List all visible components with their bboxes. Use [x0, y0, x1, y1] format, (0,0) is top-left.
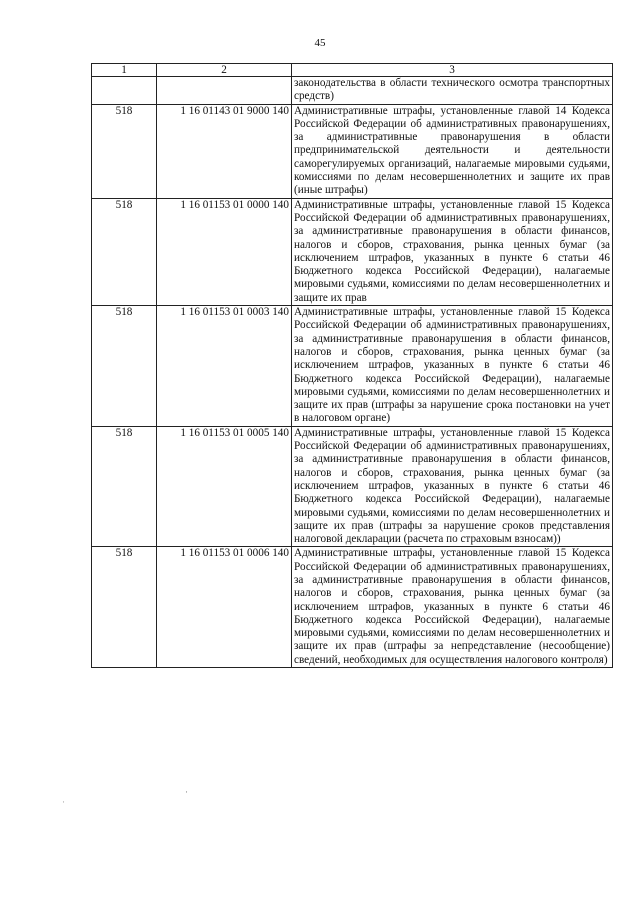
chapter-code: 518 — [92, 104, 157, 198]
budget-codes-table — [91, 63, 613, 668]
scan-speck: · — [62, 797, 65, 807]
revenue-name: Административные штрафы, установленные главой 15 Кодекса Российской Федерации об административных правонарушениях, за административные правонарушения в области финансов, налогов и сборов, страхования, рынка ценных бумаг (за исключением штрафов, указанных в пункте 6 статьи 46 Бюджетного кодекса Российской Федерации), налагаемые мировыми судьями, комиссиями по делам несовершеннолетних и защите их прав — [292, 198, 613, 305]
chapter-code: 518 — [92, 547, 157, 668]
continuation-cell-1 — [92, 77, 157, 105]
table-row — [92, 426, 613, 547]
header-row — [92, 64, 613, 77]
continuation-cell-2 — [157, 77, 292, 105]
table-row — [92, 104, 613, 198]
kbk-code: 1 16 01143 01 9000 140 — [157, 104, 292, 198]
header-col-1: 1 — [92, 64, 157, 77]
page-number: 45 — [314, 37, 326, 49]
kbk-code: 1 16 01153 01 0006 140 — [157, 547, 292, 668]
continuation-row — [92, 77, 613, 105]
header-col-3: 3 — [292, 64, 613, 77]
revenue-name: Административные штрафы, установленные главой 15 Кодекса Российской Федерации об административных правонарушениях, за административные правонарушения в области финансов, налогов и сборов, страхования, рынка ценных бумаг (за исключением штрафов, указанных в пункте 6 статьи 46 Бюджетного кодекса Российской Федерации), налагаемые мировыми судьями, комиссиями по делам несовершеннолетних и защите их прав (штрафы за непредставление (несообщение) сведений, необходимых для осуществления налогового контроля) — [292, 547, 613, 668]
table-row — [92, 306, 613, 427]
chapter-code: 518 — [92, 198, 157, 305]
header-col-2: 2 — [157, 64, 292, 77]
kbk-code: 1 16 01153 01 0003 140 — [157, 306, 292, 427]
table-row — [92, 547, 613, 668]
chapter-code: 518 — [92, 426, 157, 547]
revenue-name: Административные штрафы, установленные главой 14 Кодекса Российской Федерации об административных правонарушениях, за административные правонарушения в области предпринимательской деятельности и деятельности саморегулируемых организаций, налагаемые мировыми судьями, комиссиями по делам несовершеннолетних и защите их прав (иные штрафы) — [292, 104, 613, 198]
chapter-code: 518 — [92, 306, 157, 427]
kbk-code: 1 16 01153 01 0005 140 — [157, 426, 292, 547]
table-row — [92, 198, 613, 305]
kbk-code: 1 16 01153 01 0000 140 — [157, 198, 292, 305]
revenue-name: Административные штрафы, установленные главой 15 Кодекса Российской Федерации об административных правонарушениях, за административные правонарушения в области финансов, налогов и сборов, страхования, рынка ценных бумаг (за исключением штрафов, указанных в пункте 6 статьи 46 Бюджетного кодекса Российской Федерации), налагаемые мировыми судьями, комиссиями по делам несовершеннолетних и защите их прав (штрафы за нарушение срока постановки на учет в налоговом органе) — [292, 306, 613, 427]
continuation-text: законодательства в области технического осмотра транспортных средств) — [292, 77, 613, 105]
scan-speck: · — [185, 787, 188, 797]
revenue-name: Административные штрафы, установленные главой 15 Кодекса Российской Федерации об административных правонарушениях, за административные правонарушения в области финансов, налогов и сборов, страхования, рынка ценных бумаг (за исключением штрафов, указанных в пункте 6 статьи 46 Бюджетного кодекса Российской Федерации), налагаемые мировыми судьями, комиссиями по делам несовершеннолетних и защите их прав (штрафы за нарушение сроков представления налоговой декларации (расчета по страховым взносам)) — [292, 426, 613, 547]
